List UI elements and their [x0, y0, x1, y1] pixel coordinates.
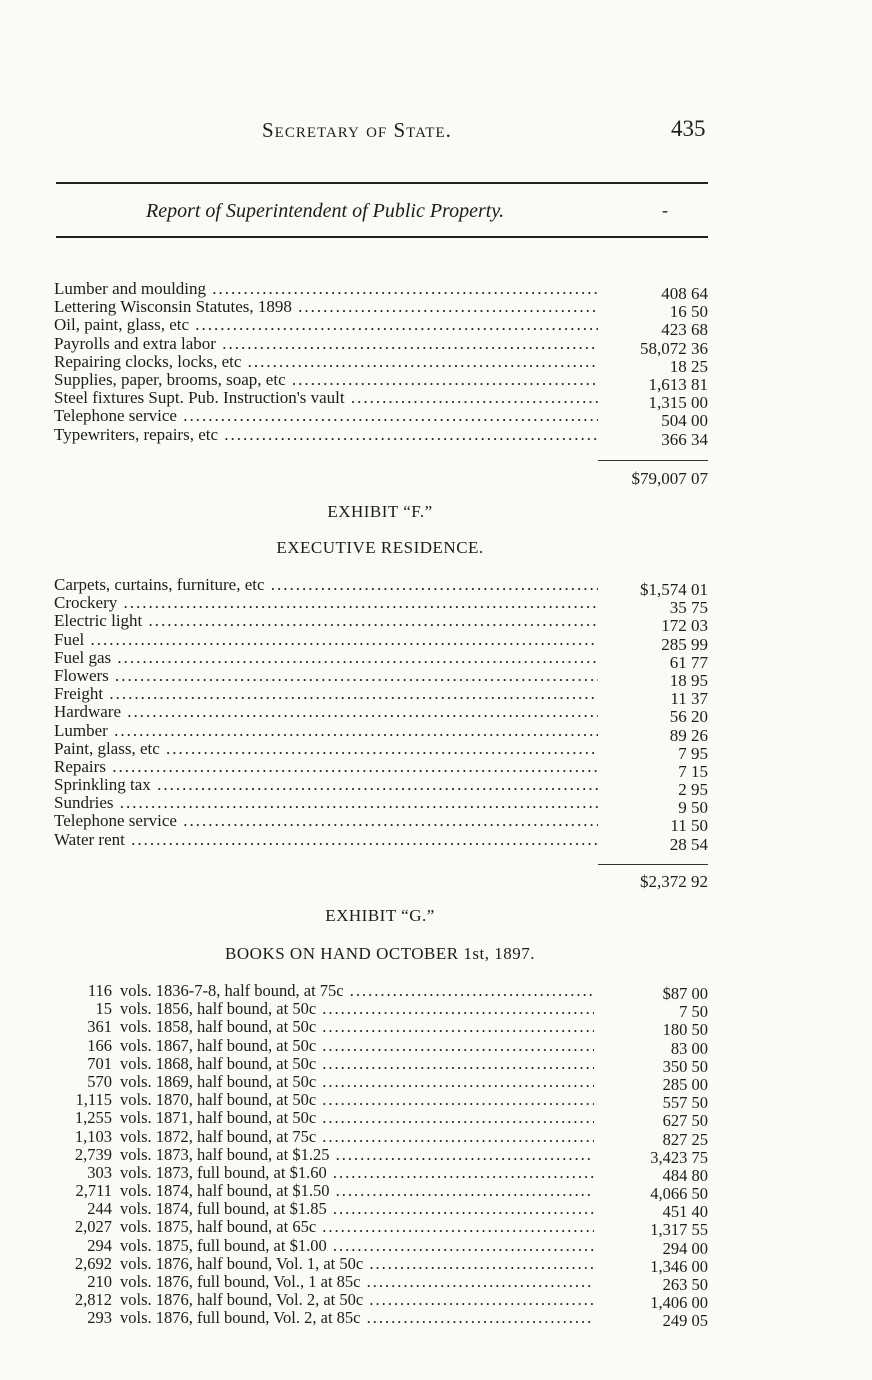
- book-quantity: 2,739: [74, 1144, 112, 1164]
- exhibit-g-heading: EXHIBIT “G.”: [325, 906, 435, 925]
- item-amount: 423 68: [661, 320, 708, 340]
- item-label: Flowers .....: [54, 667, 598, 685]
- book-description: vols. 1876, half bound, Vol. 2, at 50c .....: [120, 1291, 594, 1309]
- item-label: Fuel .....: [54, 631, 598, 649]
- book-description: vols. 1874, full bound, at $1.85 .....: [120, 1200, 594, 1218]
- total-rule: [598, 460, 708, 461]
- item-amount: 504 00: [661, 411, 708, 431]
- list-item: [0, 316, 872, 340]
- book-quantity: 2,711: [75, 1181, 112, 1201]
- list-item: [0, 1235, 872, 1258]
- item-amount: 11 50: [670, 816, 708, 836]
- book-quantity: 2,027: [74, 1217, 112, 1237]
- list-item: [0, 1017, 872, 1040]
- book-amount: 627 50: [662, 1111, 708, 1131]
- list-item: [0, 370, 872, 394]
- book-quantity: 303: [87, 1162, 112, 1182]
- item-label: Lumber and moulding .....: [54, 280, 598, 298]
- list-item: [0, 1217, 872, 1240]
- item-label: Typewriters, repairs, etc .....: [54, 426, 598, 444]
- book-description: vols. 1875, half bound, at 65c .....: [120, 1218, 594, 1236]
- list-item: [0, 1181, 872, 1204]
- list-item: [0, 425, 872, 449]
- book-description: vols. 1876, full bound, Vol. 2, at 85c .....: [120, 1309, 594, 1327]
- book-quantity: 361: [87, 1017, 112, 1037]
- report-title-dash: -: [662, 200, 668, 220]
- item-amount: 89 26: [669, 725, 708, 745]
- list-item: [0, 1308, 872, 1331]
- expenditure-total: $79,007 07: [631, 469, 708, 488]
- list-item: [0, 630, 872, 654]
- book-description: vols. 1868, half bound, at 50c .....: [120, 1055, 594, 1073]
- book-description: vols. 1875, full bound, at $1.00 .....: [120, 1237, 594, 1255]
- list-item: [0, 1053, 872, 1076]
- list-item: [0, 1108, 872, 1131]
- title-bottom-rule: [56, 236, 708, 238]
- page-number: 435: [671, 116, 706, 141]
- book-amount: 249 05: [662, 1311, 708, 1331]
- item-amount: 18 95: [669, 670, 708, 690]
- book-amount: 350 50: [662, 1056, 708, 1076]
- report-title: Report of Superintendent of Public Property.: [146, 200, 505, 222]
- book-quantity: 2,692: [74, 1253, 112, 1273]
- list-item: [0, 352, 872, 376]
- book-amount: 7 50: [679, 1002, 708, 1022]
- list-item: [0, 703, 872, 727]
- page-header: [0, 118, 872, 148]
- item-label: Paint, glass, etc .....: [54, 740, 598, 758]
- book-description: vols. 1871, half bound, at 50c .....: [120, 1109, 594, 1127]
- book-description: vols. 1870, half bound, at 50c .....: [120, 1091, 594, 1109]
- list-item: [0, 685, 872, 709]
- book-amount: $87 00: [662, 984, 708, 1003]
- list-item: [0, 1035, 872, 1058]
- running-title: Secretary of State.: [262, 118, 452, 142]
- book-quantity: 116: [87, 981, 112, 1000]
- item-amount: 56 20: [669, 707, 708, 727]
- book-quantity: 293: [87, 1308, 112, 1328]
- list-item: [0, 1162, 872, 1185]
- list-item: [0, 1253, 872, 1276]
- list-item: [0, 1290, 872, 1313]
- book-amount: 451 40: [662, 1202, 708, 1222]
- executive-residence-total: $2,372 92: [640, 872, 708, 891]
- item-amount: 11 37: [670, 689, 708, 709]
- item-label: Payrolls and extra labor .....: [54, 335, 598, 353]
- list-item: [0, 757, 872, 781]
- list-item: [0, 981, 872, 1003]
- book-quantity: 2,812: [74, 1290, 112, 1310]
- item-amount: $1,574 01: [640, 580, 708, 599]
- item-label: Lumber .....: [54, 722, 598, 740]
- book-description: vols. 1873, full bound, at $1.60 .....: [120, 1164, 594, 1182]
- list-item: [0, 648, 872, 672]
- item-label: Crockery .....: [54, 594, 598, 612]
- item-amount: 366 34: [661, 429, 708, 449]
- list-item: [0, 666, 872, 690]
- item-label: Lettering Wisconsin Statutes, 1898 .....: [54, 298, 598, 316]
- book-quantity: 166: [87, 1035, 112, 1055]
- book-description: vols. 1856, half bound, at 50c .....: [120, 1000, 594, 1018]
- item-amount: 35 75: [669, 598, 708, 618]
- item-label: Steel fixtures Supt. Pub. Instruction's vault .....: [54, 389, 598, 407]
- list-item: [0, 280, 872, 303]
- book-amount: 4,066 50: [650, 1184, 708, 1204]
- item-label: Repairing clocks, locks, etc .....: [54, 353, 598, 371]
- book-description: vols. 1836-7-8, half bound, at 75c .....: [120, 982, 594, 1000]
- book-description: vols. 1858, half bound, at 50c .....: [120, 1018, 594, 1036]
- book-description: vols. 1876, half bound, Vol. 1, at 50c .....: [120, 1255, 594, 1273]
- exhibit-f-subheading: EXECUTIVE RESIDENCE.: [276, 538, 484, 557]
- list-item: [0, 721, 872, 745]
- book-description: vols. 1874, half bound, at $1.50 .....: [120, 1182, 594, 1200]
- list-item: [0, 389, 872, 413]
- exhibit-g-subheading: BOOKS ON HAND OCTOBER 1st, 1897.: [225, 944, 535, 963]
- exhibit-f-heading: EXHIBIT “F.”: [327, 502, 433, 521]
- item-label: Freight .....: [54, 685, 598, 703]
- list-item: [0, 1272, 872, 1294]
- book-amount: 263 50: [662, 1275, 708, 1294]
- item-label: Supplies, paper, brooms, soap, etc .....: [54, 371, 598, 389]
- book-description: vols. 1872, half bound, at 75c .....: [120, 1128, 594, 1146]
- books-list: [0, 981, 872, 1331]
- book-amount: 285 00: [662, 1074, 708, 1094]
- item-amount: 1,315 00: [648, 393, 708, 413]
- item-label: Telephone service .....: [54, 407, 598, 425]
- list-item: [0, 739, 872, 763]
- total-rule: [598, 864, 708, 865]
- item-amount: 18 25: [669, 356, 708, 376]
- item-amount: 28 54: [669, 834, 708, 854]
- book-quantity: 1,103: [74, 1126, 112, 1146]
- list-item: [0, 612, 872, 636]
- item-amount: 7 15: [678, 761, 708, 781]
- book-quantity: 1,255: [74, 1108, 112, 1128]
- book-quantity: 244: [87, 1199, 112, 1219]
- item-amount: 58,072 36: [640, 338, 708, 358]
- list-item: [0, 1071, 872, 1094]
- item-label: Fuel gas .....: [54, 649, 598, 667]
- item-label: Telephone service .....: [54, 812, 598, 830]
- list-item: [0, 594, 872, 618]
- list-item: [0, 1090, 872, 1113]
- book-description: vols. 1867, half bound, at 50c .....: [120, 1037, 594, 1055]
- item-amount: 172 03: [661, 616, 708, 636]
- item-amount: 7 95: [678, 743, 708, 763]
- book-amount: 827 25: [662, 1129, 708, 1149]
- item-amount: 2 95: [678, 780, 708, 800]
- book-quantity: 15: [95, 999, 112, 1019]
- expenditure-list: [0, 280, 872, 449]
- item-label: Sprinkling tax .....: [54, 776, 598, 794]
- book-amount: 1,346 00: [650, 1256, 708, 1276]
- book-description: vols. 1869, half bound, at 50c .....: [120, 1073, 594, 1091]
- book-description: vols. 1873, half bound, at $1.25 .....: [120, 1146, 594, 1164]
- list-item: [0, 298, 872, 322]
- book-amount: 1,317 55: [650, 1220, 708, 1240]
- item-label: Carpets, curtains, furniture, etc .....: [54, 576, 598, 594]
- book-amount: 83 00: [670, 1038, 708, 1058]
- list-item: [0, 1144, 872, 1167]
- item-amount: 16 50: [669, 302, 708, 322]
- book-amount: 557 50: [662, 1093, 708, 1113]
- item-amount: 61 77: [669, 652, 708, 672]
- list-item: [0, 576, 872, 599]
- list-item: [0, 812, 872, 836]
- book-quantity: 210: [87, 1272, 112, 1291]
- book-amount: 1,406 00: [650, 1293, 708, 1313]
- list-item: [0, 334, 872, 358]
- list-item: [0, 1126, 872, 1149]
- item-label: Oil, paint, glass, etc .....: [54, 316, 598, 334]
- executive-residence-list: [0, 576, 872, 854]
- list-item: [0, 794, 872, 818]
- item-label: Electric light .....: [54, 612, 598, 630]
- item-amount: 285 99: [661, 634, 708, 654]
- list-item: [0, 776, 872, 800]
- item-amount: 408 64: [661, 284, 708, 303]
- item-label: Sundries .....: [54, 794, 598, 812]
- book-amount: 294 00: [662, 1238, 708, 1258]
- book-quantity: 570: [87, 1071, 112, 1091]
- book-amount: 3,423 75: [650, 1147, 708, 1167]
- list-item: [0, 830, 872, 854]
- item-amount: 9 50: [678, 798, 708, 818]
- top-rule: [56, 182, 708, 184]
- list-item: [0, 999, 872, 1022]
- book-quantity: 294: [87, 1235, 112, 1255]
- item-amount: 1,613 81: [648, 374, 708, 394]
- book-quantity: 701: [87, 1053, 112, 1073]
- item-label: Water rent .....: [54, 831, 598, 849]
- book-description: vols. 1876, full bound, Vol., 1 at 85c .....: [120, 1273, 594, 1291]
- book-amount: 180 50: [662, 1020, 708, 1040]
- book-quantity: 1,115: [75, 1090, 112, 1110]
- book-amount: 484 80: [662, 1165, 708, 1185]
- list-item: [0, 407, 872, 431]
- list-item: [0, 1199, 872, 1222]
- item-label: Repairs .....: [54, 758, 598, 776]
- item-label: Hardware .....: [54, 703, 598, 721]
